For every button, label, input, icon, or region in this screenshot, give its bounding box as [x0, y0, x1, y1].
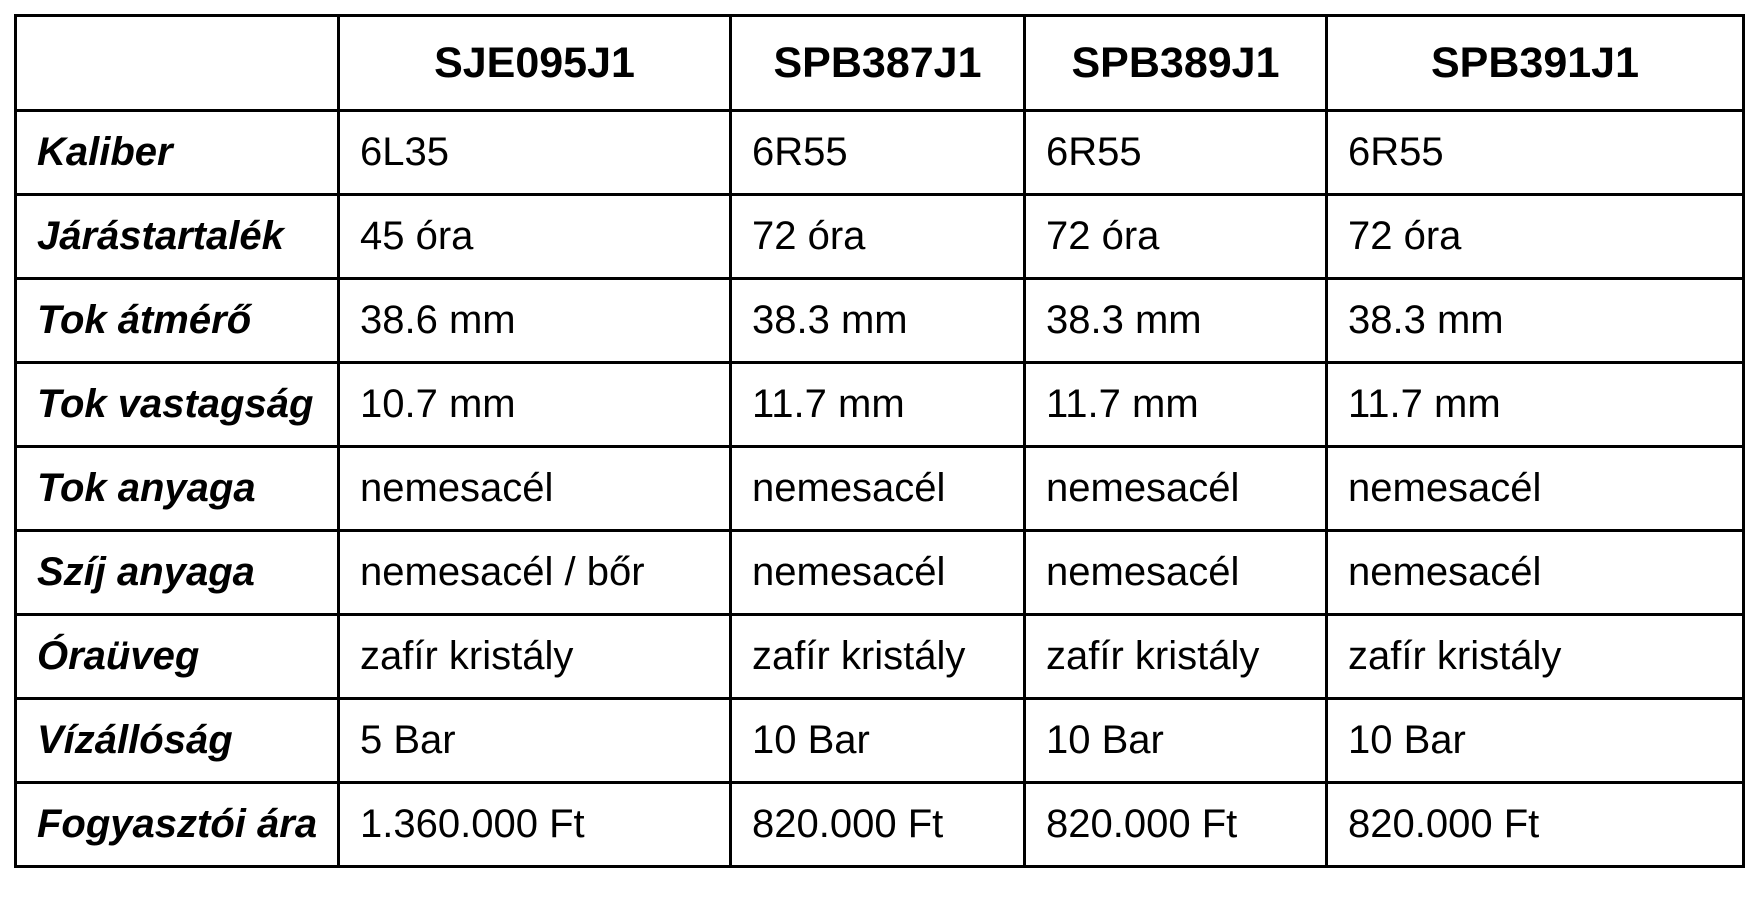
spec-cell: nemesacél / bőr	[339, 531, 731, 615]
spec-cell: 38.3 mm	[1327, 279, 1744, 363]
column-header: SPB391J1	[1327, 16, 1744, 111]
spec-cell: nemesacél	[1327, 447, 1744, 531]
spec-cell: 820.000 Ft	[1327, 783, 1744, 867]
table-row	[16, 531, 1744, 615]
spec-cell: zafír kristály	[1327, 615, 1744, 699]
row-label: Járástartalék	[16, 195, 339, 279]
spec-cell: 6R55	[1025, 111, 1327, 195]
table-row	[16, 699, 1744, 783]
spec-cell: nemesacél	[1025, 447, 1327, 531]
row-label: Tok átmérő	[16, 279, 339, 363]
spec-cell: 38.6 mm	[339, 279, 731, 363]
spec-cell: 45 óra	[339, 195, 731, 279]
spec-cell: 38.3 mm	[731, 279, 1025, 363]
row-label: Tok vastagság	[16, 363, 339, 447]
spec-cell: 6R55	[1327, 111, 1744, 195]
spec-cell: nemesacél	[1327, 531, 1744, 615]
spec-cell: 820.000 Ft	[1025, 783, 1327, 867]
table-row	[16, 447, 1744, 531]
spec-cell: 10 Bar	[1025, 699, 1327, 783]
column-header: SPB387J1	[731, 16, 1025, 111]
spec-cell: 11.7 mm	[731, 363, 1025, 447]
spec-table-body	[16, 111, 1744, 867]
spec-table-container	[14, 14, 1745, 868]
row-label: Kaliber	[16, 111, 339, 195]
spec-cell: zafír kristály	[339, 615, 731, 699]
table-row	[16, 363, 1744, 447]
spec-cell: zafír kristály	[1025, 615, 1327, 699]
spec-cell: nemesacél	[731, 447, 1025, 531]
table-row	[16, 783, 1744, 867]
spec-cell: nemesacél	[731, 531, 1025, 615]
table-row	[16, 195, 1744, 279]
spec-cell: 820.000 Ft	[731, 783, 1025, 867]
table-row	[16, 111, 1744, 195]
spec-cell: 5 Bar	[339, 699, 731, 783]
table-row	[16, 615, 1744, 699]
spec-cell: 11.7 mm	[1327, 363, 1744, 447]
column-header: SPB389J1	[1025, 16, 1327, 111]
watch-spec-table	[14, 14, 1745, 868]
row-label: Vízállóság	[16, 699, 339, 783]
row-label: Tok anyaga	[16, 447, 339, 531]
spec-cell: 38.3 mm	[1025, 279, 1327, 363]
row-label: Szíj anyaga	[16, 531, 339, 615]
spec-cell: 72 óra	[731, 195, 1025, 279]
spec-cell: nemesacél	[1025, 531, 1327, 615]
spec-cell: nemesacél	[339, 447, 731, 531]
spec-cell: 10.7 mm	[339, 363, 731, 447]
spec-cell: 10 Bar	[1327, 699, 1744, 783]
spec-cell: 72 óra	[1025, 195, 1327, 279]
header-row	[16, 16, 1744, 111]
spec-cell: 72 óra	[1327, 195, 1744, 279]
corner-cell	[16, 16, 339, 111]
spec-cell: 11.7 mm	[1025, 363, 1327, 447]
table-row	[16, 279, 1744, 363]
spec-cell: 10 Bar	[731, 699, 1025, 783]
spec-cell: zafír kristály	[731, 615, 1025, 699]
spec-cell: 1.360.000 Ft	[339, 783, 731, 867]
row-label: Fogyasztói ára	[16, 783, 339, 867]
spec-cell: 6L35	[339, 111, 731, 195]
spec-cell: 6R55	[731, 111, 1025, 195]
row-label: Óraüveg	[16, 615, 339, 699]
column-header: SJE095J1	[339, 16, 731, 111]
